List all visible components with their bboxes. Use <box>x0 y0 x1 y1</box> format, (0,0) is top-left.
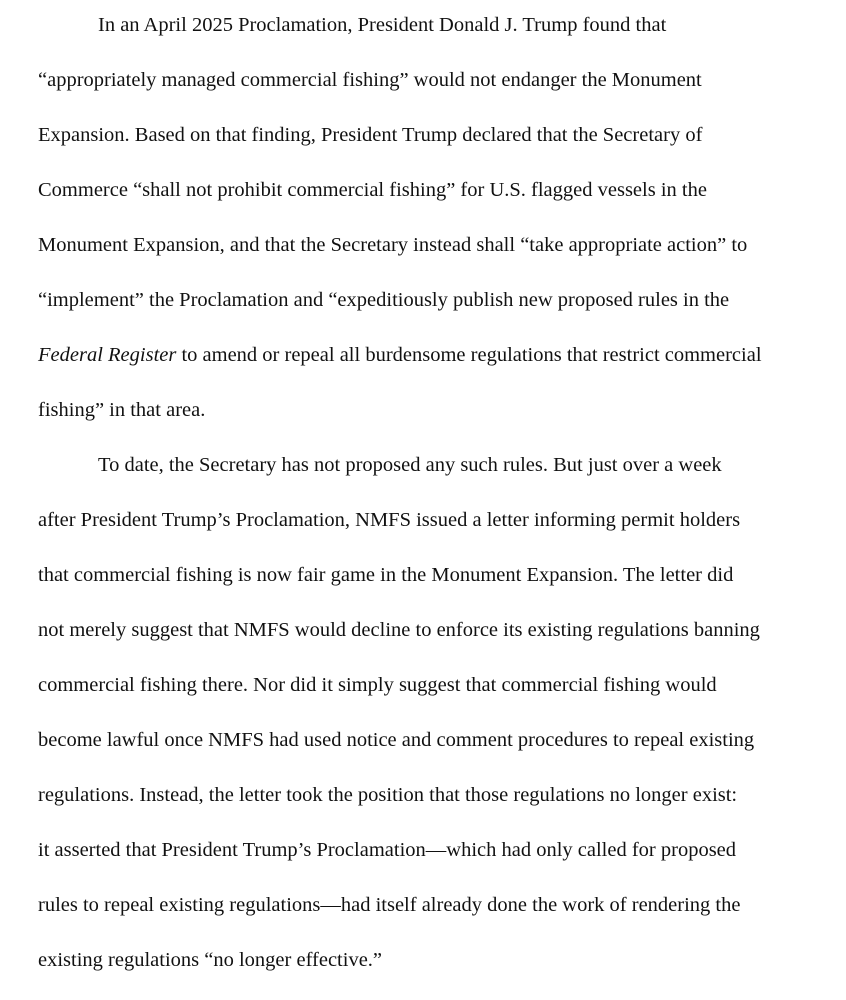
text-span: to amend or repeal all burdensome regulations that restrict commercial <box>176 344 762 366</box>
text-line: Expansion. Based on that finding, President Trump declared that the Secretary of <box>38 124 703 146</box>
text-line: become lawful once NMFS had used notice and comment procedures to repeal existing <box>38 729 755 751</box>
text-line: not merely suggest that NMFS would decline to enforce its existing regulations banning <box>38 619 760 641</box>
text-line: it asserted that President Trump’s Proclamation—which had only called for proposed <box>38 839 737 861</box>
text-line: “implement” the Proclamation and “expeditiously publish new proposed rules in the <box>38 289 730 311</box>
text-line: after President Trump’s Proclamation, NMFS issued a letter informing permit holders <box>38 509 741 531</box>
text-line: rules to repeal existing regulations—had itself already done the work of rendering the <box>38 894 741 916</box>
text-line: To date, the Secretary has not proposed any such rules. But just over a week <box>98 454 722 476</box>
text-line: In an April 2025 Proclamation, President Donald J. Trump found that <box>98 14 667 36</box>
text-line: commercial fishing there. Nor did it simply suggest that commercial fishing would <box>38 674 717 696</box>
text-line <box>38 341 762 369</box>
text-line: fishing” in that area. <box>38 399 206 421</box>
text-line: existing regulations “no longer effective.” <box>38 949 383 971</box>
federal-register-title: Federal Register <box>38 344 177 366</box>
text-line: “appropriately managed commercial fishing” would not endanger the Monument <box>38 69 702 91</box>
text-line: that commercial fishing is now fair game in the Monument Expansion. The letter did <box>38 564 734 586</box>
text-line: Commerce “shall not prohibit commercial fishing” for U.S. flagged vessels in the <box>38 179 707 201</box>
text-line: Monument Expansion, and that the Secretary instead shall “take appropriate action” to <box>38 234 748 256</box>
text-line: regulations. Instead, the letter took the position that those regulations no longer exist: <box>38 784 738 806</box>
